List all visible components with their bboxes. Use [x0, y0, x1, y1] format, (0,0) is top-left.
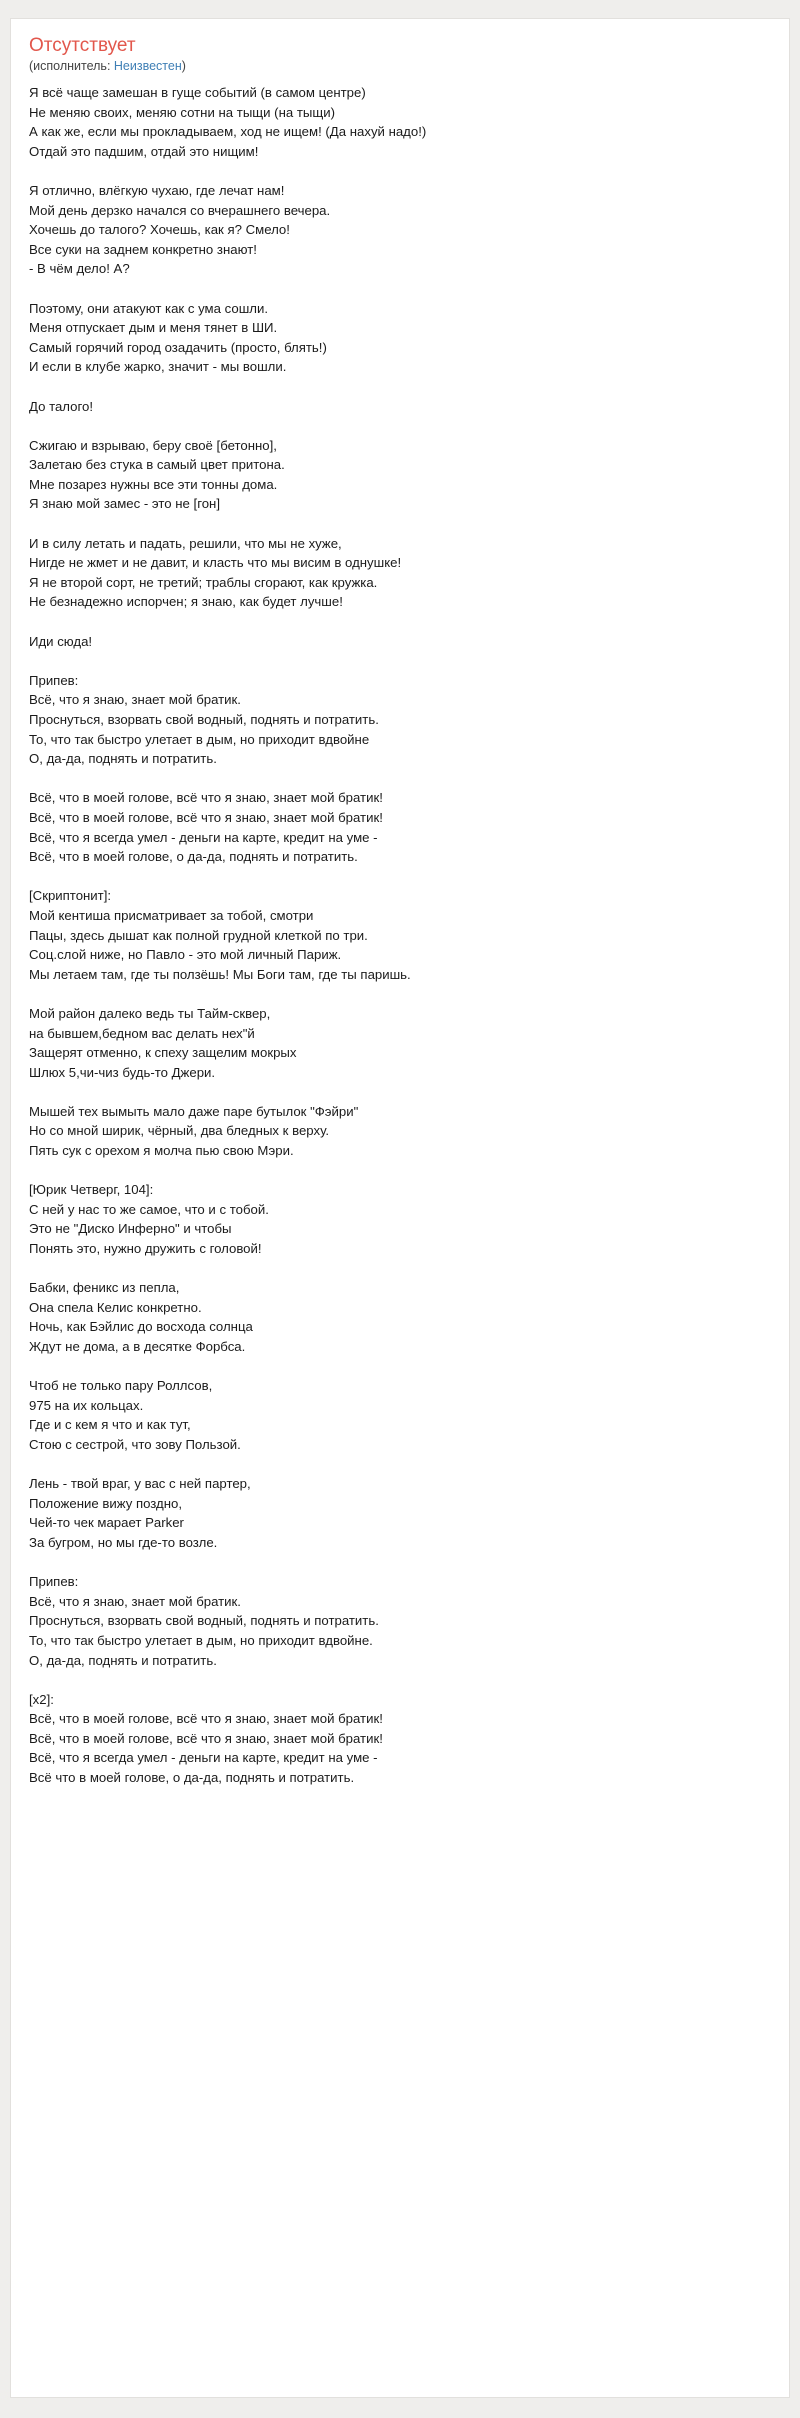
- artist-label: (исполнитель:: [29, 59, 111, 73]
- artist-line: [29, 59, 771, 73]
- lyrics-text: Я всё чаще замешан в гуще событий (в самом центре) Не меняю своих, меняю сотни на тыщи (на тыщи) А как же, если мы прокладываем, ход не ищем! (Да нахуй надо!) Отдай это падшим, отдай это нищим! Я отлично, влёгкую чухаю, где лечат нам! Мой день дерзко начался со вчерашнего вечера. Хочешь до талого? Хочешь, как я? Смело! Все суки на заднем конкретно знают! - В чём дело! А? Поэтому, они атакуют как с ума сошли. Меня отпускает дым и меня тянет в ШИ. Самый горячий город озадачить (просто, блять!) И если в клубе жарко, значит - мы вошли. До талого! Сжигаю и взрываю, беру своё [бетонно], Залетаю без стука в самый цвет притона. Мне позарез нужны все эти тонны дома. Я знаю мой замес - это не [гон] И в силу летать и падать, решили, что мы не хуже, Нигде не жмет и не давит, и класть что мы висим в однушке! Я не второй сорт, не третий; траблы сгорают, как кружка. Не безнадежно испорчен; я знаю, как будет лучше! Иди сюда! Припев: Всё, что я знаю, знает мой братик. Проснуться, взорвать свой водный, поднять и потратить. То, что так быстро улетает в дым, но приходит вдвойне О, да-да, поднять и потратить. Всё, что в моей голове, всё что я знаю, знает мой братик! Всё, что в моей голове, всё что я знаю, знает мой братик! Всё, что я всегда умел - деньги на карте, кредит на уме - Всё, что в моей голове, о да-да, поднять и потратить. [Скриптонит]: Мой кентиша присматривает за тобой, смотри Пацы, здесь дышат как полной грудной клеткой по три. Соц.слой ниже, но Павло - это мой личный Париж. Мы летаем там, где ты ползёшь! Мы Боги там, где ты паришь. Мой район далеко ведь ты Тайм-сквер, на бывшем,бедном вас делать нех"й Защерят отменно, к спеху защелим мокрых Шлюх 5,чи-чиз будь-то Джери. Мышей тех вымыть мало даже паре бутылок "Фэйри" Но со мной ширик, чёрный, два бледных к верху. Пять сук с орехом я молча пью свою Мэри. [Юрик Четверг, 104]: С ней у нас то же самое, что и с тобой. Это не "Диско Инферно" и чтобы Понять это, нужно дружить с головой! Бабки, феникс из пепла, Она спела Келис конкретно. Ночь, как Бэйлис до восхода солнца Ждут не дома, а в десятке Форбса. Чтоб не только пару Роллсов, 975 на их кольцах. Где и с кем я что и как тут, Стою с сестрой, что зову Пользой. Лень - твой враг, у вас с ней партер, Положение вижу поздно, Чей-то чек марает Parker За бугром, но мы где-то возле. Припев: Всё, что я знаю, знает мой братик. Проснуться, взорвать свой водный, поднять и потратить. То, что так быстро улетает в дым, но приходит вдвойне. О, да-да, поднять и потратить. [х2]: Всё, что в моей голове, всё что я знаю, знает мой братик! Всё, что в моей голове, всё что я знаю, знает мой братик! Всё, что я всегда умел - деньги на карте, кредит на уме - Всё что в моей голове, о да-да, поднять и потратить.: [29, 85, 427, 1786]
- artist-link[interactable]: Неизвестен: [113, 59, 182, 73]
- page-title: Отсутствует: [29, 35, 136, 56]
- artist-label-close: ): [181, 59, 186, 73]
- lyrics-card: [10, 18, 790, 2398]
